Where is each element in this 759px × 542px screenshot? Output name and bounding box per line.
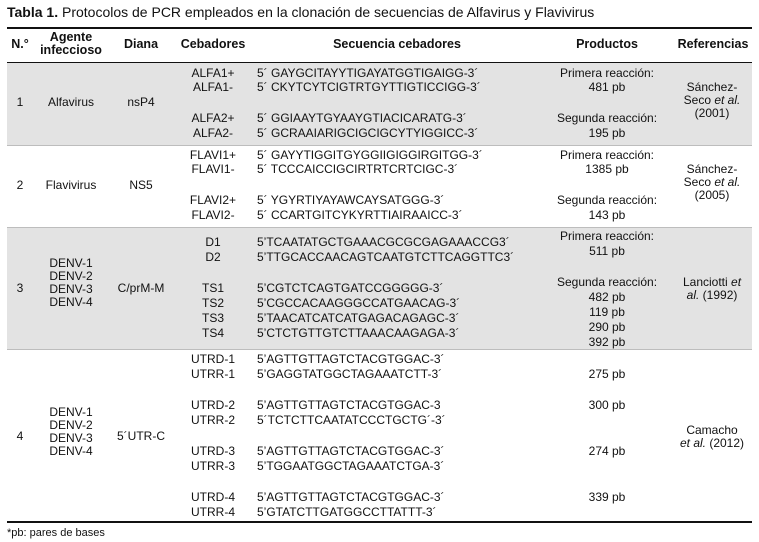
table-title: Protocolos de PCR empleados en la clonación de secuencias de Alfavirus y Flavivirus [61,4,595,20]
primer-sequence: 5´ CKYTCYTCIGTRTGYTTIGTICCIGG-3´ [257,80,481,94]
primer-sequence: 5’TGGAATGGCTAGAAATCTGA-3´ [257,459,445,473]
row-1-reference: Sánchez- Seco et al. (2001) [683,80,741,120]
row-3-diana: C/prM-M [117,281,165,295]
row-4-reference: Camacho et al. (2012) [679,423,745,450]
primer-name: UTRR-1 [191,367,235,381]
primer-name: TS4 [201,326,225,340]
row-4-agente: DENV-1 DENV-2 DENV-3 DENV-4 [49,405,93,458]
product-value: 143 pb [588,208,626,222]
table-caption [7,4,594,20]
primer-name: TS1 [201,281,225,295]
primer-sequence: 5’CGTCTCAGTGATCCGGGGG-3´ [257,281,444,295]
header-no: N.° [11,37,29,51]
primer-name: FLAVI2+ [189,193,237,207]
row-2-no: 2 [16,178,24,192]
footnote: *pb: pares de bases [7,527,105,539]
primer-sequence: 5’CGCCACAAGGGCCATGAACAG-3´ [257,296,461,310]
primer-name: UTRD-4 [191,490,235,504]
row-1-diana: nsP4 [127,95,155,109]
primer-sequence: 5’GTATCTTGATGGCCTTATTT-3´ [257,505,437,519]
primer-name: ALFA2+ [191,111,235,125]
header-agente-line2: infeccioso [40,43,102,57]
product-label: Segunda reacción: [556,111,658,125]
product-value: 339 pb [588,490,626,504]
row-4-no: 4 [16,429,24,443]
primer-sequence: 5´ YGYRTIYAYAWCAYSATGGG-3´ [257,193,445,207]
row-1-no: 1 [16,95,24,109]
primer-sequence: 5´ CCARTGITCYKYRTTIAIRAAICC-3´ [257,208,463,222]
primer-sequence: 5´TCTCTTCAATATCCCTGCTG´-3´ [257,413,446,427]
product-value: 1385 pb [585,162,629,176]
product-label: Segunda reacción: [556,275,658,289]
row-3-agente: DENV-1 DENV-2 DENV-3 DENV-4 [49,256,93,309]
primer-name: TS2 [201,296,225,310]
bottom-rule [7,521,752,523]
primer-name: UTRR-3 [191,459,235,473]
primer-name: ALFA1- [192,80,234,94]
row-4-diana: 5´UTR-C [117,429,165,443]
primer-name: ALFA1+ [191,66,235,80]
primer-sequence: 5´ GAYYTIGGITGYGGIIGIGGIRGITGG-3´ [257,148,483,162]
product-value: 290 pb [588,320,626,334]
header-secuencia: Secuencia cebadores [333,37,461,51]
primer-sequence: 5’TTGCACCAACAGTCAATGTCTTCAGGTTC3´ [257,250,515,264]
primer-name: UTRR-4 [191,505,235,519]
primer-name: FLAVI1+ [189,148,237,162]
primer-name: UTRD-1 [191,352,235,366]
row-separator [7,227,752,228]
row-2-reference: Sánchez- Seco et al. (2005) [683,162,741,202]
row-separator [7,145,752,146]
primer-name: D1 [205,235,221,249]
primer-sequence: 5’GAGGTATGGCTAGAAATCTT-3´ [257,367,443,381]
product-value: 511 pb [589,244,625,258]
primer-name: TS3 [201,311,225,325]
row-separator [7,349,752,350]
primer-name: UTRD-3 [191,444,235,458]
row-2-agente: Flavivirus [45,178,97,192]
product-value: 300 pb [588,398,626,412]
row-3-no: 3 [16,281,24,295]
header-diana: Diana [123,37,159,51]
product-value: 392 pb [588,335,626,349]
header-rule [7,62,752,63]
primer-name: UTRR-2 [191,413,235,427]
primer-sequence: 5’AGTTGTTAGTCTACGTGGAC-3´ [257,352,445,366]
table-label: Tabla 1. [7,4,59,20]
primer-name: UTRD-2 [191,398,235,412]
primer-name: D2 [205,250,221,264]
primer-sequence: 5´ GGIAAYTGYAAYGTIACICARATG-3´ [257,111,467,125]
primer-name: FLAVI2- [191,208,235,222]
header-productos: Productos [576,37,638,51]
product-label: Primera reacción: [559,229,655,243]
product-value: 275 pb [588,367,626,381]
primer-sequence: 5´ GCRAAIARIGCIGCIGCYTYIGGICC-3´ [257,126,479,140]
header-cebadores: Cebadores [180,37,246,51]
primer-sequence: 5’AGTTGTTAGTCTACGTGGAC-3 [257,398,441,412]
header-agente-line1: Agente [49,30,93,44]
primer-sequence: 5’TAACATCATCATGAGACAGAGC-3´ [257,311,460,325]
product-label: Segunda reacción: [556,193,658,207]
product-value: 195 pb [588,126,626,140]
primer-name: ALFA2- [192,126,234,140]
product-label: Primera reacción: [559,66,655,80]
primer-sequence: 5’TCAATATGCTGAAACGCGCGAGAAACCG3´ [257,235,510,249]
row-1-agente: Alfavirus [47,95,95,109]
product-value: 119 pb [589,305,625,319]
product-value: 481 pb [588,80,626,94]
primer-sequence: 5’AGTTGTTAGTCTACGTGGAC-3´ [257,444,445,458]
product-value: 274 pb [588,444,626,458]
header-referencias: Referencias [677,37,749,51]
row-2-diana: NS5 [129,178,153,192]
primer-sequence: 5’AGTTGTTAGTCTACGTGGAC-3´ [257,490,445,504]
product-label: Primera reacción: [559,148,655,162]
primer-sequence: 5´ GAYGCITAYYTIGAYATGGTIGAIGG-3´ [257,66,479,80]
product-value: 482 pb [588,290,626,304]
primer-sequence: 5’CTCTGTTGTCTTAAACAAGAGA-3´ [257,326,460,340]
header-agente [40,31,102,57]
primer-name: FLAVI1- [191,162,235,176]
primer-sequence: 5´ TCCCAICCIGCIRTRTCRTCIGC-3´ [257,162,459,176]
top-rule [7,27,752,29]
row-3-reference: Lanciotti et al. (1992) [682,275,742,302]
